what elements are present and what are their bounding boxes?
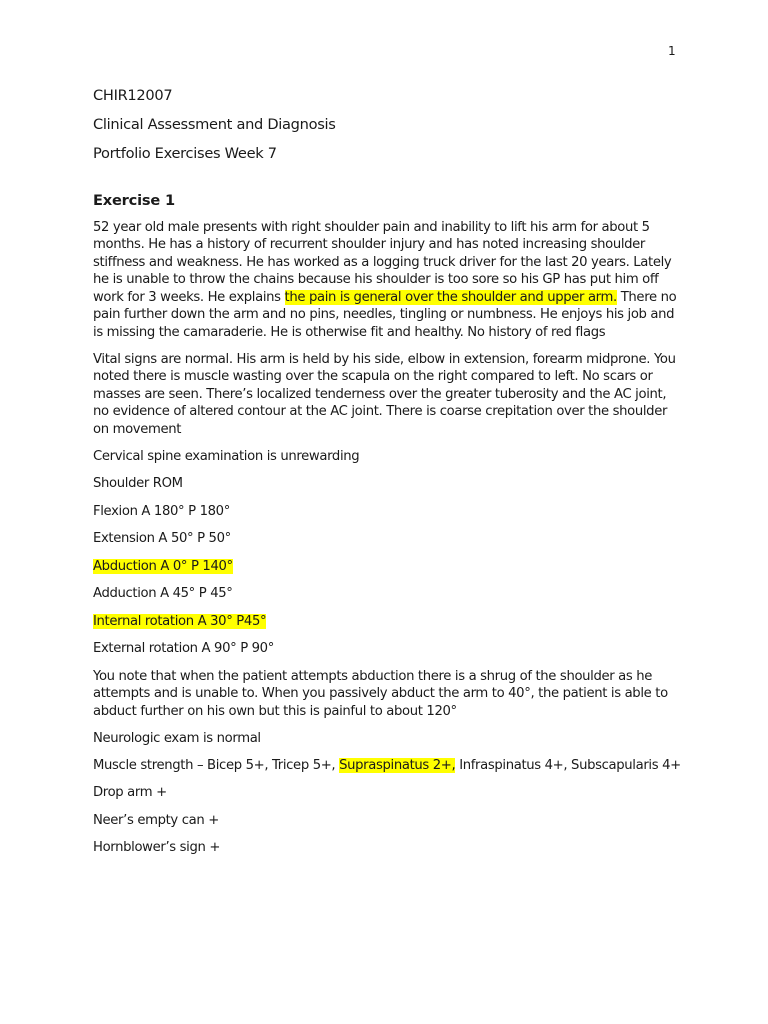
neuro-exam-line: Neurologic exam is normal [93, 730, 261, 746]
highlighted-supraspinatus: Supraspinatus 2+, [339, 758, 456, 774]
rom-internal-rotation [93, 613, 683, 631]
abduction-note-paragraph: You note that when the patient attempts abduction there is a shrug of the shoulder as he attempts and is unable to. When you passively abduct the arm to 40°, the patient is able to abduct further on his own but this is painful to about 120° [93, 668, 668, 719]
muscle-strength-line [93, 757, 683, 775]
rom-extension: Extension A 50° P 50° [93, 531, 231, 547]
cervical-exam-line: Cervical spine examination is unrewarding [93, 448, 360, 464]
rom-flexion: Flexion A 180° P 180° [93, 503, 230, 519]
highlighted-abduction: Abduction A 0° P 140° [93, 558, 233, 574]
neers-test: Neer’s empty can + [93, 812, 219, 828]
rom-external-rotation: External rotation A 90° P 90° [93, 641, 274, 657]
case-history-paragraph [93, 219, 683, 342]
vital-signs-paragraph: Vital signs are normal. His arm is held by his side, elbow in extension, forearm midprone. You noted there is muscle wasting over the scapula on the right compared to left. No scars or masses are seen. There’s localized tenderness over the greater tuberosity and the AC joint, no evidence of altered contour at the AC joint. There is coarse crepitation over the shoulder on movement [93, 351, 676, 437]
drop-arm-test: Drop arm + [93, 785, 167, 801]
course-code: CHIR12007 [93, 87, 173, 104]
course-title: Clinical Assessment and Diagnosis [93, 116, 336, 133]
page-number: 1 [668, 44, 676, 58]
rom-abduction [93, 558, 683, 576]
highlighted-pain-location: the pain is general over the shoulder and upper arm. [284, 289, 617, 305]
document-body [93, 86, 683, 867]
rom-adduction: Adduction A 45° P 45° [93, 586, 233, 602]
strength-text-2: Infraspinatus 4+, Subscapularis 4+ [455, 758, 681, 774]
rom-heading: Shoulder ROM [93, 476, 183, 492]
highlighted-internal-rotation: Internal rotation A 30° P45° [93, 613, 267, 629]
strength-text-1: Muscle strength – Bicep 5+, Tricep 5+, [93, 758, 340, 774]
exercise-title: Exercise 1 [93, 192, 175, 209]
history-text-1: 52 year old male presents with right shoulder pain and inability to lift his arm for about 5 months. He has a history of recurrent shoulder injury and has noted increasing shoulder stiffness and weakness. He has worked as a logging truck driver for the last 20 years. Lately he is unable to throw the chains because his shoulder is too sore so his GP has put him off work for 3 weeks. He explains [93, 219, 672, 305]
document-subtitle: Portfolio Exercises Week 7 [93, 145, 277, 162]
history-text-2: There no pain further down the arm and no pins, needles, tingling or numbness. He enjoys his job and is missing the camaraderie. He is otherwise fit and healthy. No history of red flags [93, 289, 677, 340]
hornblower-test: Hornblower’s sign + [93, 840, 221, 856]
